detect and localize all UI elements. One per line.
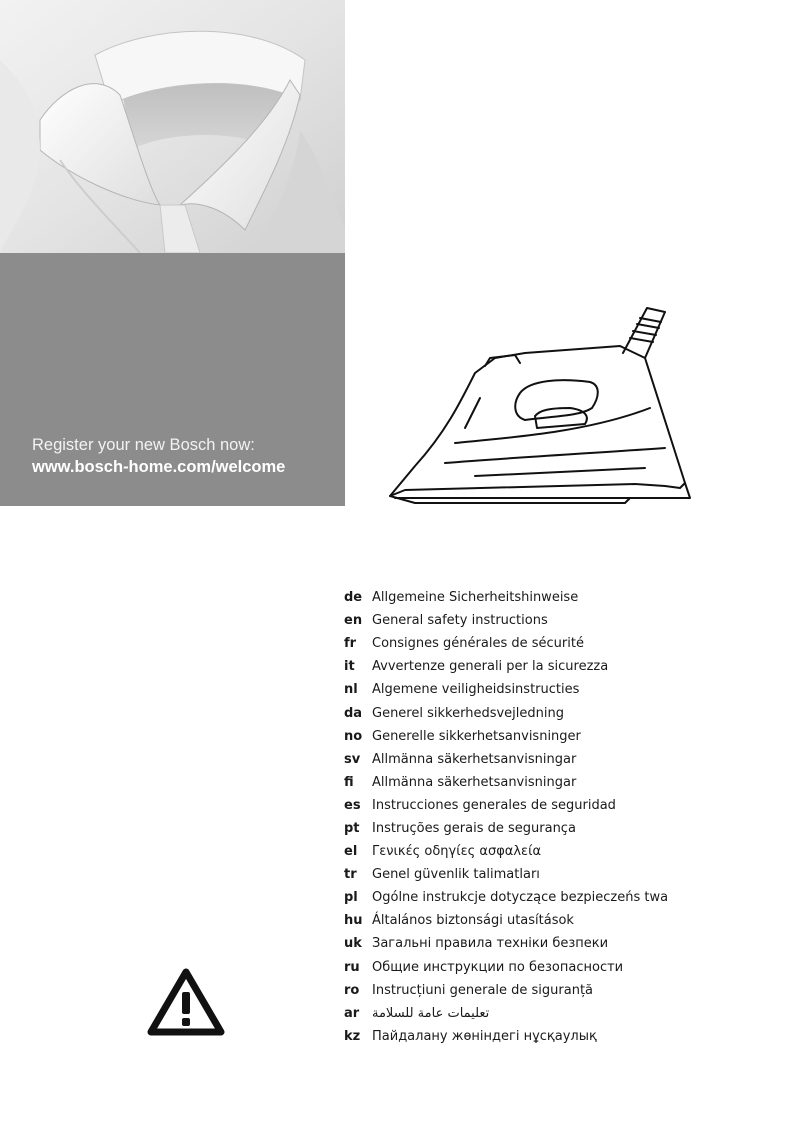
list-item[interactable]: [344, 609, 668, 632]
list-item[interactable]: [344, 748, 668, 771]
list-item[interactable]: [344, 794, 668, 817]
list-item[interactable]: [344, 979, 668, 1002]
lang-title: Genel güvenlik talimatları: [372, 867, 540, 883]
list-item[interactable]: [344, 886, 668, 909]
list-item[interactable]: [344, 655, 668, 678]
lang-code: no: [344, 728, 363, 744]
lang-title: Consignes générales de sécurité: [372, 636, 584, 652]
list-item[interactable]: [344, 817, 668, 840]
lang-title: Allmänna säkerhetsanvisningar: [372, 774, 577, 790]
lang-title: Generelle sikkerhetsanvisninger: [372, 728, 581, 744]
lang-title: Instrucțiuni generale de siguranță: [372, 982, 594, 998]
lang-code: pl: [344, 890, 358, 906]
lang-code: tr: [344, 867, 357, 883]
lang-title: General safety instructions: [372, 613, 548, 629]
lang-code: fi: [344, 774, 354, 790]
list-item[interactable]: [344, 725, 668, 748]
lang-title: تعليمات عامة للسلامة: [372, 1005, 490, 1021]
list-item[interactable]: [344, 840, 668, 863]
lang-title: Загальні правила техніки безпеки: [372, 936, 609, 952]
lang-code: pt: [344, 820, 360, 836]
lang-code: nl: [344, 682, 358, 698]
list-item[interactable]: [344, 1002, 668, 1025]
list-item[interactable]: [344, 632, 668, 655]
shirt-collar-photo: [0, 0, 345, 253]
list-item[interactable]: [344, 586, 668, 609]
lang-title: Γενικές οδηγίες ασφαλεία: [372, 844, 542, 860]
lang-code: da: [344, 705, 363, 721]
list-item[interactable]: [344, 932, 668, 955]
lang-title: Allmänna säkerhetsanvisningar: [372, 751, 577, 767]
lang-code: fr: [344, 636, 357, 652]
list-item[interactable]: [344, 771, 668, 794]
lang-code: el: [344, 844, 358, 860]
lang-code: en: [344, 613, 363, 629]
register-prompt: Register your new Bosch now:: [32, 436, 255, 454]
list-item[interactable]: [344, 956, 668, 979]
lang-code: uk: [344, 936, 362, 952]
steam-iron-illustration: [385, 298, 695, 510]
register-url[interactable]: www.bosch-home.com/welcome: [32, 458, 286, 476]
lang-code: hu: [344, 913, 363, 929]
warning-triangle-icon: [146, 966, 226, 1038]
lang-code: ru: [344, 959, 360, 975]
list-item[interactable]: [344, 678, 668, 701]
lang-title: Общие инструкции по безопасности: [372, 959, 624, 975]
lang-title: Instruções gerais de segurança: [372, 820, 576, 836]
list-item[interactable]: [344, 1025, 668, 1048]
lang-title: Ogólne instrukcje dotyczące bezpieczeńs twa: [372, 890, 669, 906]
list-item[interactable]: [344, 701, 668, 724]
lang-code: ar: [344, 1005, 360, 1021]
lang-code: kz: [344, 1028, 361, 1044]
lang-title: Avvertenze generali per la sicurezza: [372, 659, 609, 675]
lang-title: Generel sikkerhedsvejledning: [372, 705, 564, 721]
lang-code: ro: [344, 982, 360, 998]
lang-code: de: [344, 590, 363, 606]
lang-title: Allgemeine Sicherheitshinweise: [372, 590, 579, 606]
lang-title: Пайдалану жөніндегі нұсқаулық: [372, 1028, 597, 1044]
list-item[interactable]: [344, 909, 668, 932]
lang-code: sv: [344, 751, 361, 767]
lang-title: Algemene veiligheidsinstructies: [372, 682, 580, 698]
lang-title: Instrucciones generales de seguridad: [372, 797, 616, 813]
lang-code: it: [344, 659, 355, 675]
lang-code: es: [344, 797, 361, 813]
lang-title: Általános biztonsági utasítások: [372, 913, 574, 929]
list-item[interactable]: [344, 863, 668, 886]
language-list: [344, 586, 668, 1048]
